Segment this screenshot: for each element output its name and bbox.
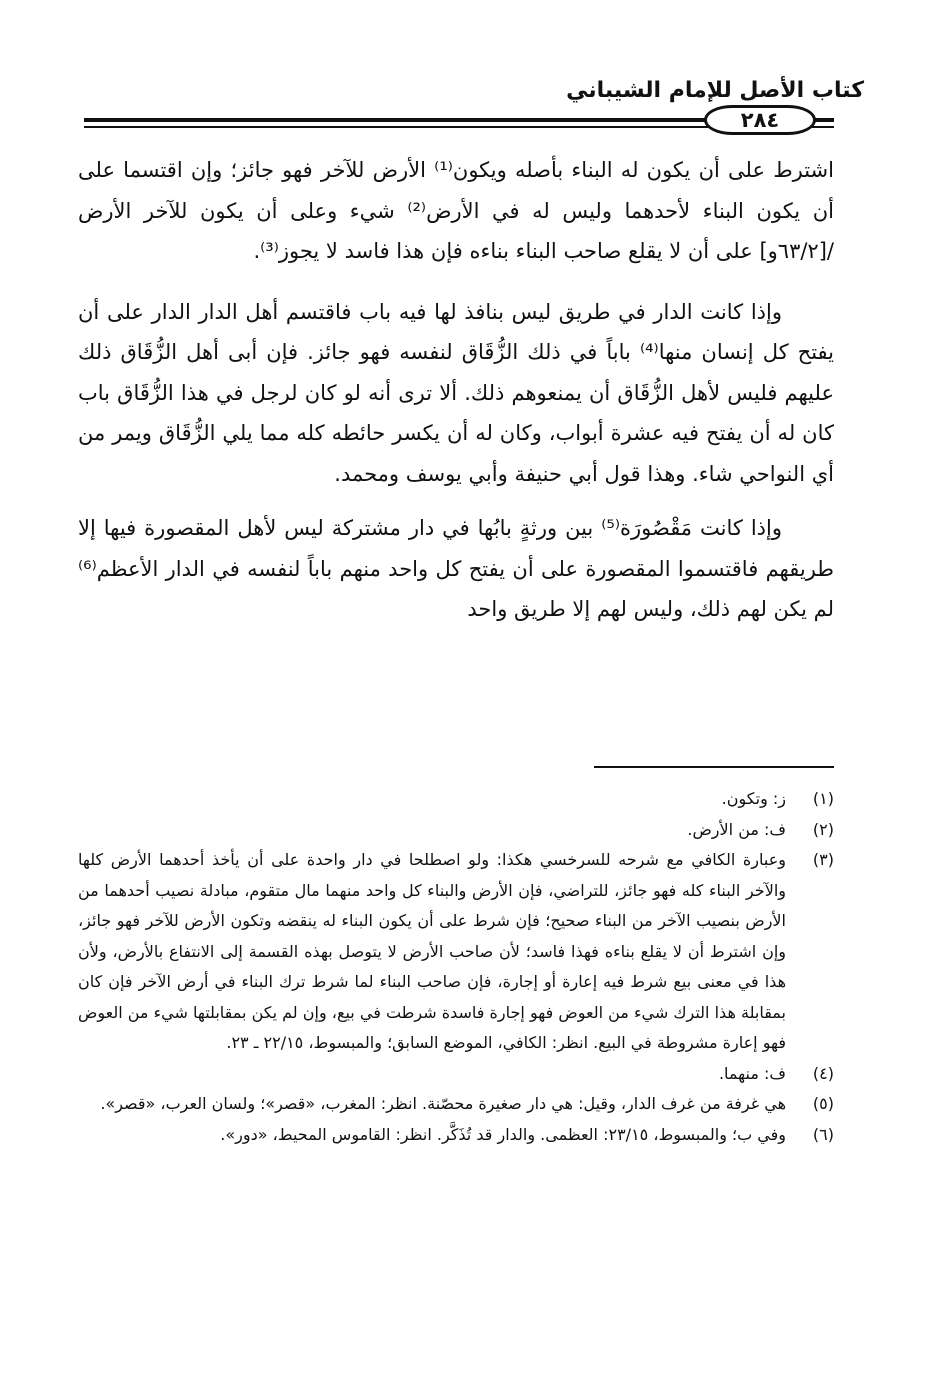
footnote-text: وفي ب؛ والمبسوط، ٢٣/١٥: العظمى. والدار قد تُذَكَّر. انظر: القاموس المحيط، «دور». (220, 1124, 786, 1144)
footnote-text: ز: وتكون. (721, 789, 786, 808)
paragraph-3: وإذا كانت مَقْصُورَة⁽⁵⁾ بين ورثةٍ بابُها في دار مشتركة ليس لأهل المقصورة فيها إلا طريقهم فاقتسموا المقصورة على أن يفتح كل واحد منهم باباً لنفسه في الدار الأعظم⁽⁶⁾ لم يكن لهم ذلك، وليس لهم إلا طريق واحد (78, 516, 834, 621)
footnote-text: ف: منهما. (718, 1063, 786, 1083)
footnote-text: ف: من الأرض. (687, 819, 786, 839)
footnote-text: وعبارة الكافي مع شرحه للسرخسي هكذا: ولو اصطلحا في دار واحدة على أن يأخذ أحدهما الأرض كلها والآخر البناء كله فهو جائز، للتراضي، فإن الأرض والبناء كل واحد منهما مال متقوم، مبادلة نصيب أحدهما من الأرض بنصيب الآخر من البناء صحيح؛ فإن شرط على أن يكون البناء له ينقضه وتكون الأرض للآخر فهو جائز، وإن اشترط أن لا يقلع بناءه فهذا فاسد؛ لأن صاحب الأرض لا يتوصل بهذه القسمة إلى الانتفاع بالأرض، ولأن هذا في معنى بيع شرط فيه إعارة أو إجارة، فإن صاحب البناء لما شرط ترك البناء في أرض الآخر فإن كان بمقابلة هذا الترك شيء من العوض فهو إجارة فاسدة شرطت في بيع، وإن لم يكن بمقابلتها شيء من العوض فهو إعارة مشروطة في البيع. انظر: الكافي، الموضع السابق؛ والمبسوط، ٢٢/١٥ ـ ٢٣. (78, 850, 786, 1052)
footnote-5 (78, 1089, 834, 1120)
footnote-text: هي غرفة من غرف الدار، وقيل: هي دار صغيرة محصّنة. انظر: المغرب، «قصر»؛ ولسان العرب، «قصر». (100, 1094, 786, 1113)
footnote-1 (78, 784, 834, 815)
footnote-number: (٥) (812, 1094, 834, 1113)
paragraph-1: اشترط على أن يكون له البناء بأصله ويكون⁽¹⁾ الأرض للآخر فهو جائز؛ وإن اقتسما على أن يكون البناء لأحدهما وليس له في الأرض⁽²⁾ شيء وعلى أن يكون للآخر الأرض /[٦٣/٢و] على أن لا يقلع صاحب البناء بناءه فإن هذا فاسد لا يجوز⁽³⁾. (78, 158, 834, 263)
paragraph-2: وإذا كانت الدار في طريق ليس بنافذ لها فيه باب فاقتسم أهل الدار الدار على أن يفتح كل إنسان منها⁽⁴⁾ باباً في ذلك الزُّقَاق لنفسه فهو جائز. فإن أبى أهل الزُّقَاق ذلك عليهم فليس لأهل الزُّقَاق أن يمنعوهم ذلك. ألا ترى أنه لو كان لرجل في هذا الزُّقَاق باب كان له أن يفتح فيه عشرة أبواب، وكان له أن يكسر حائطه كله مما يلي الزُّقَاق ويمر من أي النواحي شاء. وهذا قول أبي حنيفة وأبي يوسف ومحمد. (78, 299, 835, 486)
main-text (78, 150, 834, 630)
footnote-number: (١) (812, 789, 834, 808)
footnote-4 (78, 1059, 834, 1090)
footnote-number: (٣) (812, 850, 834, 869)
footnote-separator (594, 766, 834, 768)
footnote-number: (٦) (812, 1124, 834, 1144)
footnote-3 (78, 845, 834, 1059)
page-number: ٢٨٤ (704, 105, 816, 135)
footnotes (78, 784, 834, 1150)
footnote-number: (٤) (812, 1063, 834, 1083)
running-header-title: كتاب الأصل للإمام الشيباني (566, 78, 864, 103)
footnote-number: (٢) (812, 819, 834, 839)
footnote-6 (78, 1120, 834, 1151)
footnote-2 (78, 815, 834, 846)
